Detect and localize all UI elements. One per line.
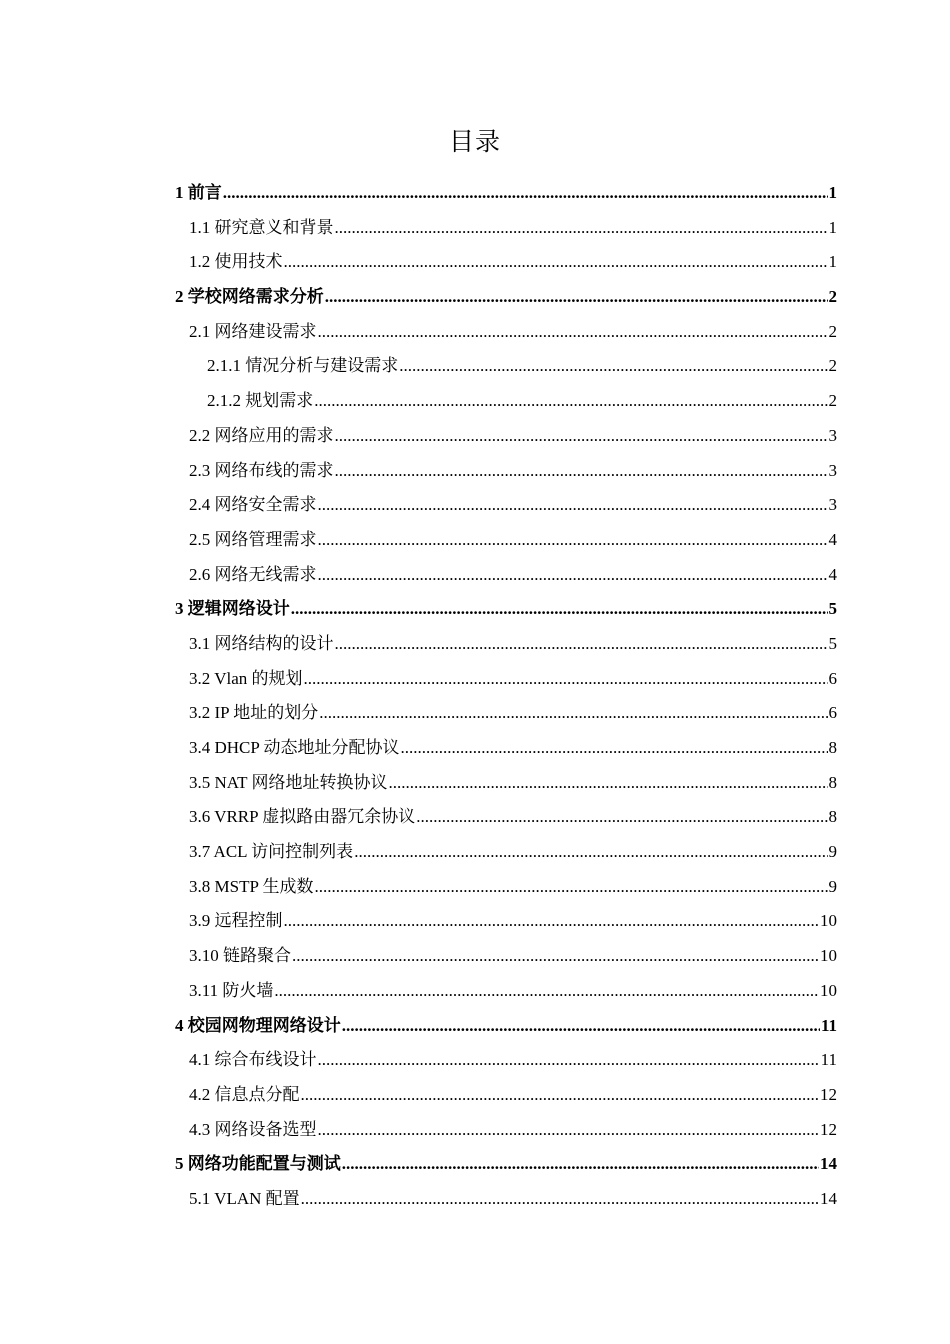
toc-entry-page-number: 4 [828, 564, 837, 584]
toc-entry-label: 2.3 网络布线的需求 [189, 460, 334, 480]
toc-entry[interactable] [175, 835, 837, 870]
toc-entry[interactable] [175, 245, 837, 280]
toc-entry-page-number: 10 [820, 980, 837, 1000]
toc-entry-page-number: 12 [820, 1119, 837, 1139]
toc-dot-leader [304, 662, 828, 697]
toc-dot-leader [223, 176, 828, 211]
toc-entry-page-number: 2 [828, 321, 837, 341]
toc-entry-page-number: 8 [828, 772, 837, 792]
toc-entry-page-number: 1 [828, 217, 837, 237]
toc-entry-page-number: 12 [820, 1084, 837, 1104]
toc-dot-leader [416, 800, 827, 835]
toc-entry-page-number: 9 [828, 842, 837, 862]
toc-dot-leader [314, 384, 827, 419]
toc-entry[interactable] [175, 592, 837, 627]
toc-entry-page-number: 10 [820, 911, 837, 931]
toc-dot-leader [284, 904, 820, 939]
toc-dot-leader [318, 558, 828, 593]
toc-dot-leader [301, 1078, 820, 1113]
toc-dot-leader [274, 974, 819, 1009]
toc-entry-page-number: 1 [828, 183, 837, 202]
toc-dot-leader [319, 696, 827, 731]
toc-entry[interactable] [175, 766, 837, 801]
toc-dot-leader [318, 523, 828, 558]
toc-dot-leader [400, 731, 827, 766]
toc-entry-label: 1 前言 [175, 183, 222, 202]
toc-entry[interactable] [175, 800, 837, 835]
toc-dot-leader [342, 1009, 820, 1044]
toc-entry-label: 2.4 网络安全需求 [189, 495, 317, 515]
toc-entry-label: 1.1 研究意义和背景 [189, 217, 334, 237]
toc-entry-label: 3.1 网络结构的设计 [189, 633, 334, 653]
toc-entry[interactable] [175, 523, 837, 558]
toc-entry-page-number: 5 [828, 599, 837, 619]
toc-dot-leader [335, 419, 828, 454]
toc-entry-label: 3.11 防火墙 [189, 980, 274, 1000]
toc-entry-page-number: 3 [828, 460, 837, 480]
toc-entry-page-number: 2 [828, 287, 837, 307]
toc-entry[interactable] [175, 384, 837, 419]
toc-entry-label: 4 校园网物理网络设计 [175, 1015, 341, 1035]
toc-entry[interactable] [175, 1113, 837, 1148]
toc-entry[interactable] [175, 1078, 837, 1113]
toc-entry-label: 4.1 综合布线设计 [189, 1050, 317, 1070]
toc-dot-leader [399, 349, 827, 384]
toc-entry[interactable] [175, 1147, 837, 1182]
toc-entry-label: 3.4 DHCP 动态地址分配协议 [189, 738, 400, 757]
toc-dot-leader [318, 315, 828, 350]
toc-entry[interactable] [175, 696, 837, 731]
toc-dot-leader [318, 1043, 820, 1078]
toc-entry-label: 2.6 网络无线需求 [189, 564, 317, 584]
toc-entry-page-number: 6 [828, 668, 837, 688]
toc-entry[interactable] [175, 176, 837, 211]
toc-entry-page-number: 3 [828, 425, 837, 445]
toc-entry-label: 4.2 信息点分配 [189, 1084, 300, 1104]
toc-entry-label: 3.6 VRRP 虚拟路由器冗余协议 [189, 807, 416, 827]
toc-dot-leader [318, 1113, 820, 1148]
toc-entry[interactable] [175, 419, 837, 454]
toc-entry-label: 2.2 网络应用的需求 [189, 425, 334, 445]
toc-entry-label: 2.1.2 规划需求 [207, 391, 314, 411]
table-of-contents [175, 176, 837, 1217]
toc-dot-leader [315, 870, 828, 905]
toc-dot-leader [354, 835, 827, 870]
toc-dot-leader [389, 766, 828, 801]
toc-entry-page-number: 10 [820, 946, 837, 966]
toc-entry[interactable] [175, 1182, 837, 1217]
toc-dot-leader [335, 211, 828, 246]
toc-entry[interactable] [175, 939, 837, 974]
toc-entry-page-number: 8 [828, 807, 837, 827]
toc-dot-leader [318, 488, 828, 523]
toc-entry-label: 1.2 使用技术 [189, 252, 283, 272]
toc-entry-label: 5 网络功能配置与测试 [175, 1154, 341, 1174]
toc-entry-page-number: 2 [828, 356, 837, 376]
toc-entry-label: 3.10 链路聚合 [189, 946, 291, 966]
toc-entry-label: 4.3 网络设备选型 [189, 1119, 317, 1139]
toc-entry-page-number: 5 [828, 633, 837, 653]
toc-dot-leader [342, 1147, 819, 1182]
toc-entry-label: 3.2 IP 地址的划分 [189, 703, 319, 723]
toc-entry-page-number: 14 [820, 1188, 837, 1208]
toc-entry[interactable] [175, 974, 837, 1009]
toc-entry-page-number: 9 [828, 876, 837, 896]
toc-dot-leader [335, 454, 828, 489]
toc-entry-label: 3.8 MSTP 生成数 [189, 876, 314, 896]
toc-entry[interactable] [175, 349, 837, 384]
toc-entry[interactable] [175, 731, 837, 766]
toc-entry-page-number: 8 [828, 738, 837, 757]
toc-entry-page-number: 6 [828, 703, 837, 723]
toc-entry[interactable] [175, 558, 837, 593]
toc-entry-page-number: 2 [828, 391, 837, 411]
toc-entry[interactable] [175, 1043, 837, 1078]
toc-entry-page-number: 1 [828, 252, 837, 272]
toc-entry-label: 5.1 VLAN 配置 [189, 1188, 300, 1208]
toc-entry[interactable] [175, 627, 837, 662]
toc-dot-leader [284, 245, 828, 280]
toc-entry-page-number: 14 [820, 1154, 837, 1174]
toc-entry-label: 2.5 网络管理需求 [189, 529, 317, 549]
toc-entry-label: 2.1.1 情况分析与建设需求 [207, 356, 399, 376]
toc-entry-label: 3.2 Vlan 的规划 [189, 668, 303, 688]
toc-entry-label: 3.9 远程控制 [189, 911, 283, 931]
toc-entry[interactable] [175, 662, 837, 697]
toc-entry[interactable] [175, 454, 837, 489]
toc-dot-leader [292, 939, 819, 974]
toc-entry[interactable] [175, 870, 837, 905]
toc-entry-page-number: 11 [820, 1015, 837, 1035]
toc-dot-leader [335, 627, 828, 662]
toc-entry-label: 2.1 网络建设需求 [189, 321, 317, 341]
toc-entry-label: 3.5 NAT 网络地址转换协议 [189, 772, 388, 792]
toc-entry-page-number: 11 [820, 1050, 837, 1070]
toc-entry[interactable] [175, 904, 837, 939]
toc-entry[interactable] [175, 1009, 837, 1044]
toc-entry-label: 3 逻辑网络设计 [175, 599, 290, 619]
toc-entry[interactable] [175, 488, 837, 523]
toc-entry-page-number: 4 [828, 529, 837, 549]
toc-entry[interactable] [175, 315, 837, 350]
toc-entry[interactable] [175, 280, 837, 315]
toc-title: 目录 [448, 127, 501, 156]
toc-dot-leader [301, 1182, 819, 1217]
toc-entry-label: 3.7 ACL 访问控制列表 [189, 842, 354, 862]
toc-entry[interactable] [175, 211, 837, 246]
toc-dot-leader [291, 592, 828, 627]
toc-entry-page-number: 3 [828, 495, 837, 515]
toc-entry-label: 2 学校网络需求分析 [175, 287, 324, 307]
toc-dot-leader [325, 280, 828, 315]
